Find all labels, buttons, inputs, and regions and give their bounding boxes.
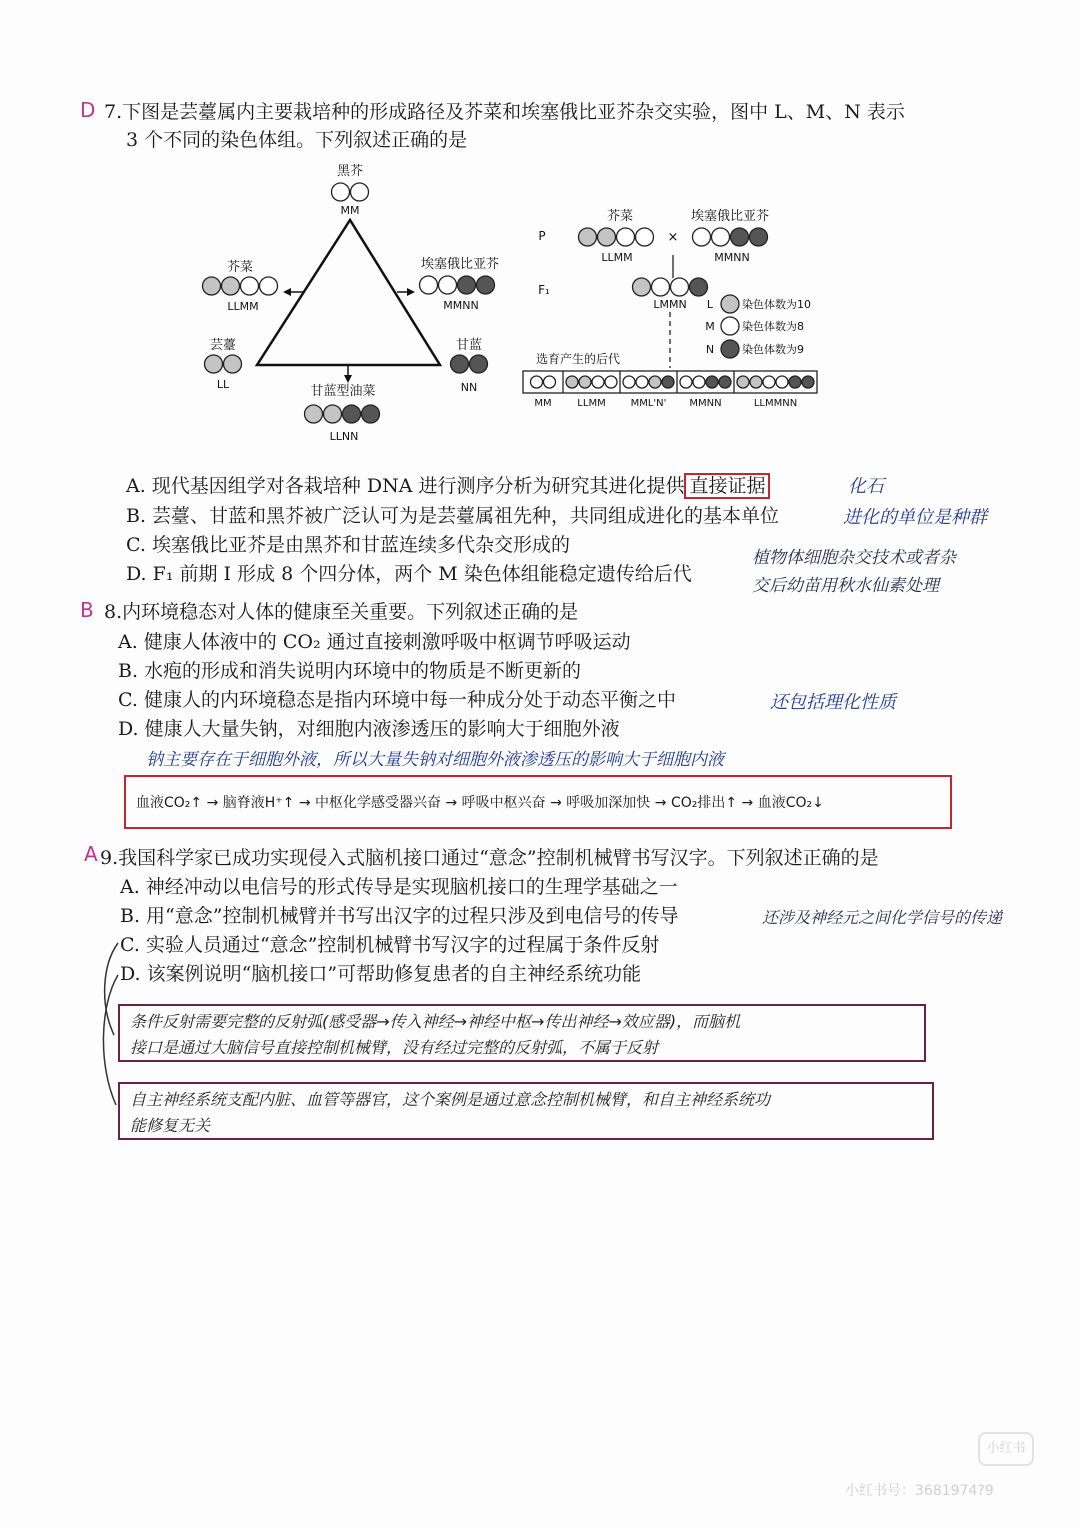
q9-number: 9. — [100, 847, 119, 869]
cabbage-chromosome-set — [470, 355, 488, 373]
offspring-4-chromosome-set — [789, 376, 801, 388]
offspring-0-chromosome-set — [531, 376, 543, 388]
brassica-triangle-diagram — [195, 155, 520, 450]
ethiopian-mustard-chromosome-set — [458, 276, 476, 294]
black-mustard-chromosome-set — [332, 183, 350, 201]
ethiopian-mustard-chromosome-set — [477, 276, 495, 294]
answer-mark-q8: B — [80, 598, 94, 622]
offspring-4-chromosome-set — [776, 376, 788, 388]
offspring-2-chromosome-set — [662, 376, 674, 388]
mustard-chromosome-set — [222, 277, 240, 295]
arrowhead-rapeseed — [344, 375, 352, 383]
offspring-4-chromosome-set — [763, 376, 775, 388]
rapeseed-chromosome-set — [343, 405, 361, 423]
offspring-2-chromosome-set — [623, 376, 635, 388]
p-ethiopian-chromosome-set — [712, 228, 730, 246]
q8-mechanism-text: 血液CO₂↑ → 脑脊液H⁺↑ → 中枢化学感受器兴奋 → 呼吸中枢兴奋 → 呼吸加深加快 → CO₂排出↑ → 血液CO₂↓ — [136, 795, 824, 811]
legend-key-M: M — [705, 320, 715, 333]
offspring-3-chromosome-set — [706, 376, 718, 388]
arrowhead-mustard — [283, 288, 291, 296]
legend-text-M: 染色体数为8 — [742, 320, 804, 333]
offspring-genome-4: LLMMNN — [753, 398, 798, 409]
q9-option-b: B. 用“意念”控制机械臂并书写出汉字的过程只涉及到电信号的传导 — [120, 905, 679, 927]
q7-option-a: A. 现代基因组学对各栽培种 DNA 进行测序分析为研究其进化提供 直接证据 — [126, 472, 770, 500]
q8-option-b: B. 水疱的形成和消失说明内环境中的物质是不断更新的 — [118, 660, 582, 682]
legend-swatch-M — [721, 317, 739, 335]
f1-chromosome-set — [671, 278, 689, 296]
label-p-mustard: 芥菜 — [606, 209, 634, 224]
legend-key-N: N — [705, 343, 715, 356]
cabbage-chromosome-set — [451, 355, 469, 373]
cross-experiment-diagram — [520, 200, 840, 415]
answer-mark-q9: A — [84, 842, 98, 866]
arrowhead-ethiopian — [407, 288, 415, 296]
q9-stem: 9.我国科学家已成功实现侵入式脑机接口通过“意念”控制机械臂书写汉字。下列叙述正确的是 — [100, 847, 879, 869]
q9-option-d: D. 该案例说明“脑机接口”可帮助修复患者的自主神经系统功能 — [120, 963, 642, 985]
legend-text-N: 染色体数为9 — [742, 343, 804, 356]
label-f1-generation: F₁ — [538, 283, 550, 297]
label-ethiopian-mustard: 埃塞俄比亚芥 — [420, 257, 500, 272]
offspring-4-chromosome-set — [802, 376, 814, 388]
q7-note-b: 进化的单位是种群 — [843, 507, 987, 528]
rapeseed-chromosome-set — [324, 405, 342, 423]
offspring-1-chromosome-set — [592, 376, 604, 388]
f1-chromosome-set — [690, 278, 708, 296]
offspring-1-chromosome-set — [605, 376, 617, 388]
q8-option-d: D. 健康人大量失钠，对细胞内液渗透压的影响大于细胞外液 — [118, 718, 620, 740]
genome-p-ethiopian: MMNN — [714, 251, 750, 264]
f1-chromosome-set — [633, 278, 651, 296]
rapeseed-chromosome-set — [305, 405, 323, 423]
offspring-4-chromosome-set — [737, 376, 749, 388]
q7-option-c: C. 埃塞俄比亚芥是由黑芥和甘蓝连续多代杂交形成的 — [126, 534, 570, 556]
rapeseed-chromosome-set — [362, 405, 380, 423]
offspring-4-chromosome-set — [750, 376, 762, 388]
genome-f1: LMMN — [653, 298, 687, 311]
mustard-chromosome-set — [203, 277, 221, 295]
legend-key-L: L — [706, 298, 714, 311]
offspring-genome-3: MMNN — [689, 398, 722, 409]
q9-note-b: 还涉及神经元之间化学信号的传递 — [762, 908, 1003, 927]
q9-note-box-reflex: 条件反射需要完整的反射弧(感受器→传入神经→神经中枢→传出神经→效应器)，而脑机 接口是通过大脑信号直接控制机械臂，没有经过完整的反射弧，不属于反射 — [118, 1004, 926, 1062]
label-mustard: 芥菜 — [226, 260, 254, 275]
offspring-genome-1: LLMM — [577, 398, 606, 409]
f1-chromosome-set — [652, 278, 670, 296]
offspring-0-chromosome-set — [544, 376, 556, 388]
brassica-chromosome-set — [224, 355, 242, 373]
q8-number: 8. — [104, 601, 123, 623]
watermark-logo: 小红书 — [978, 1432, 1034, 1466]
label-p-generation: P — [538, 229, 546, 243]
p-ethiopian-chromosome-set — [750, 228, 768, 246]
offspring-1-chromosome-set — [566, 376, 578, 388]
genome-cabbage: NN — [460, 381, 478, 394]
q8-mechanism-box — [124, 775, 952, 829]
q8-note-c: 还包括理化性质 — [770, 692, 896, 713]
genome-rapeseed: LLNN — [329, 430, 359, 443]
legend-text-L: 染色体数为10 — [742, 298, 811, 311]
genome-black-mustard: MM — [340, 204, 360, 217]
p-mustard-chromosome-set — [598, 228, 616, 246]
p-mustard-chromosome-set — [617, 228, 635, 246]
mustard-chromosome-set — [241, 277, 259, 295]
offspring-3-chromosome-set — [693, 376, 705, 388]
label-cabbage: 甘蓝 — [455, 338, 483, 353]
genome-mustard: LLMM — [227, 300, 259, 313]
q7-note-a: 化石 — [848, 476, 884, 497]
q8-option-c: C. 健康人的内环境稳态是指内环境中每一种成分处于动态平衡之中 — [118, 689, 676, 711]
label-brassica: 芸薹 — [209, 338, 237, 353]
cross-symbol: × — [667, 230, 679, 245]
ethiopian-mustard-chromosome-set — [439, 276, 457, 294]
label-rapeseed: 甘蓝型油菜 — [310, 384, 376, 399]
q7-stem-line2: 3 个不同的染色体组。下列叙述正确的是 — [126, 129, 468, 151]
q9-note-box-autonomic: 自主神经系统支配内脏、血管等器官，这个案例是通过意念控制机械臂，和自主神经系统功 能修复无关 — [118, 1082, 934, 1140]
legend-swatch-L — [721, 295, 739, 313]
q7-option-d: D. F₁ 前期 I 形成 8 个四分体，两个 M 染色体组能稳定遗传给后代 — [126, 563, 692, 585]
black-mustard-chromosome-set — [351, 183, 369, 201]
offspring-2-chromosome-set — [636, 376, 648, 388]
p-ethiopian-chromosome-set — [693, 228, 711, 246]
label-offspring-title: 选育产生的后代 — [535, 352, 621, 366]
legend-swatch-N — [721, 340, 739, 358]
offspring-genome-2: MML'N' — [630, 398, 667, 409]
q9-option-a: A. 神经冲动以电信号的形式传导是实现脑机接口的生理学基础之一 — [120, 876, 678, 898]
answer-mark-q7: D — [80, 98, 96, 122]
q7-note-cd-line2: 交后幼苗用秋水仙素处理 — [752, 576, 939, 596]
q7-option-b: B. 芸薹、甘蓝和黑芥被广泛认可为是芸薹属祖先种，共同组成进化的基本单位 — [126, 505, 780, 527]
genome-brassica: LL — [216, 378, 230, 391]
q7-note-cd-line1: 植物体细胞杂交技术或者杂 — [752, 548, 956, 568]
offspring-genome-0: MM — [534, 398, 552, 409]
p-ethiopian-chromosome-set — [731, 228, 749, 246]
brassica-chromosome-set — [205, 355, 223, 373]
q7-number: 7. — [104, 101, 123, 123]
q7-stem-line1: 7.下图是芸薹属内主要栽培种的形成路径及芥菜和埃塞俄比亚芥杂交实验，图中 L、M、N 表示 — [104, 101, 905, 123]
offspring-3-chromosome-set — [680, 376, 692, 388]
q9-option-c: C. 实验人员通过“意念”控制机械臂书写汉字的过程属于条件反射 — [120, 934, 660, 956]
p-mustard-chromosome-set — [579, 228, 597, 246]
ethiopian-mustard-chromosome-set — [420, 276, 438, 294]
label-p-ethiopian: 埃塞俄比亚芥 — [690, 209, 770, 224]
offspring-2-chromosome-set — [649, 376, 661, 388]
genome-p-mustard: LLMM — [601, 251, 633, 264]
q8-note-d: 钠主要存在于细胞外液，所以大量失钠对细胞外液渗透压的影响大于细胞内液 — [146, 750, 724, 770]
q7-option-a-boxed-term: 直接证据 — [684, 473, 770, 499]
p-mustard-chromosome-set — [636, 228, 654, 246]
offspring-1-chromosome-set — [579, 376, 591, 388]
q8-stem: 8.内环境稳态对人体的健康至关重要。下列叙述正确的是 — [104, 601, 579, 623]
watermark-account: 小红书号：3681974?9 — [845, 1483, 994, 1499]
genome-ethiopian-mustard: MMNN — [443, 299, 479, 312]
mustard-chromosome-set — [260, 277, 278, 295]
label-black-mustard: 黑芥 — [336, 164, 364, 179]
q8-option-a: A. 健康人体液中的 CO₂ 通过直接刺激呼吸中枢调节呼吸运动 — [118, 631, 631, 653]
offspring-3-chromosome-set — [719, 376, 731, 388]
